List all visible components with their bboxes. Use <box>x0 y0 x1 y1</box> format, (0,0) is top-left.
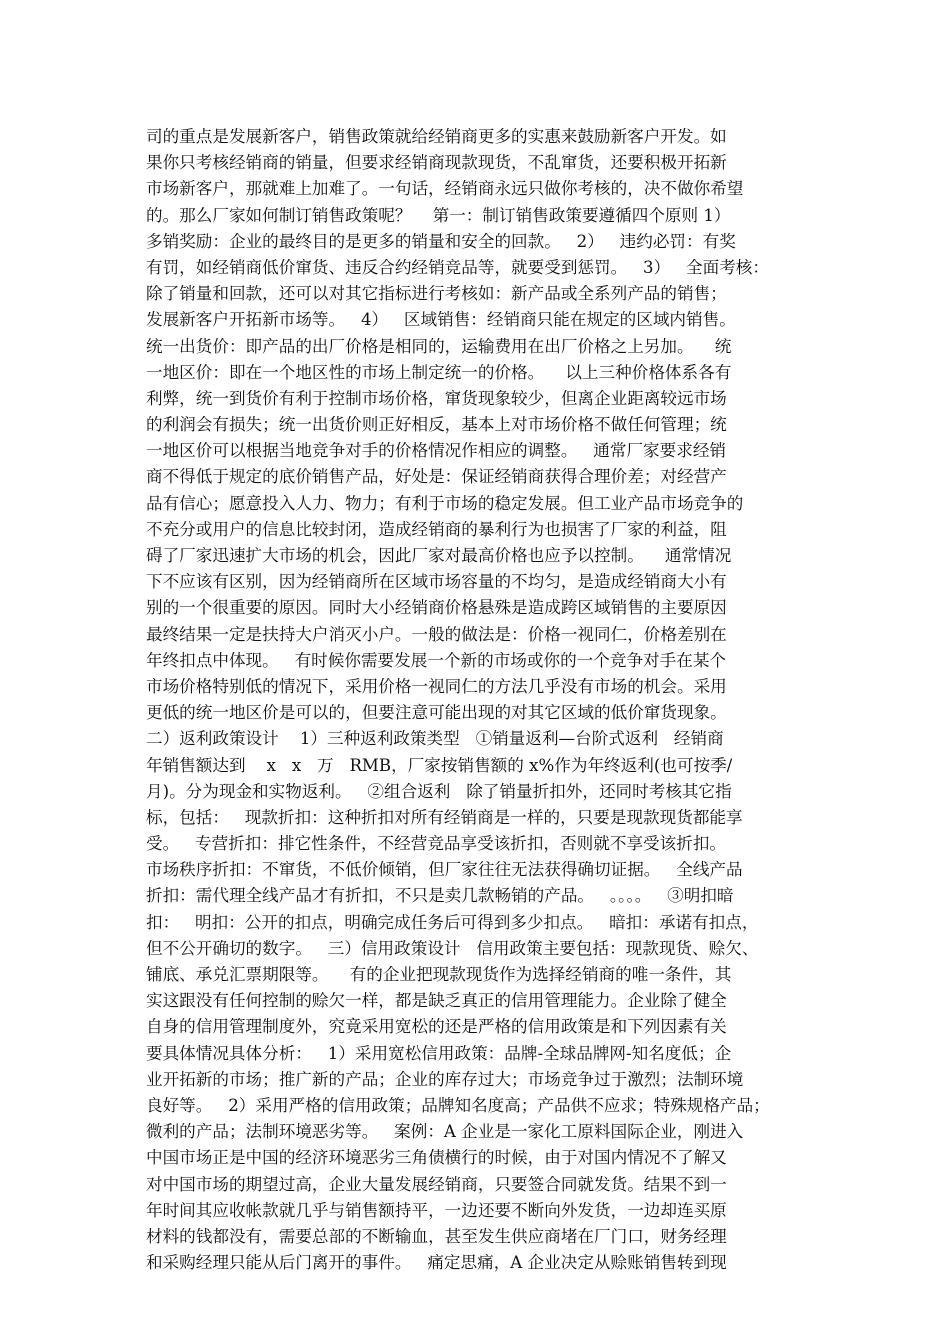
text-line: 月)。分为现金和实物返利。 ②组合返利 除了销量折扣外，还同时考核其它指 <box>146 781 732 801</box>
text-line: 除了销量和回款，还可以对其它指标进行考核如：新产品或全系列产品的销售； <box>146 284 727 304</box>
text-line: 更低的统一地区价是可以的，但要注意可能出现的对其它区域的低价窜货现象。 <box>146 703 727 723</box>
text-line: 市场新客户，那就难上加难了。一句话，经销商永远只做你考核的，决不做你希望 <box>146 179 744 199</box>
text-line: 实这跟没有任何控制的赊欠一样，都是缺乏真正的信用管理能力。企业除了健全 <box>146 991 727 1011</box>
text-line: 标，包括： 现款折扣：这种折扣对所有经销商是一样的，只要是现款现货都能享 <box>146 807 743 827</box>
text-line: 铺底、承兑汇票期限等。 有的企业把现款现货作为选择经销商的唯一条件，其 <box>146 965 732 984</box>
text-line: 一地区价可以根据当地竞争对手的价格情况作相应的调整。 通常厂家要求经销 <box>146 441 727 461</box>
text-line: 市场秩序折扣：不窜货，不低价倾销，但厂家往往无法获得确切证据。 全线产品 <box>146 860 743 880</box>
text-line: 年时间其应收帐款就几乎与销售额持平，一边还要不断向外发货，一边却连买原 <box>146 1200 727 1220</box>
text-line: 品有信心；愿意投入人力、物力；有利于市场的稳定发展。但工业产品市场竞争的 <box>146 493 744 513</box>
text-line: 司的重点是发展新客户，销售政策就给经销商更多的实惠来鼓励新客户开发。如 <box>146 127 727 146</box>
text-line: 的利润会有损失；统一出货价则正好相反，基本上对市场价格不做任何管理；统 <box>146 415 727 435</box>
text-line: 商不得低于规定的底价销售产品，好处是：保证经销商获得合理价差；对经营产 <box>146 467 727 487</box>
text-line: 别的一个很重要的原因。同时大小经销商价格悬殊是造成跨区域销售的主要原因 <box>146 598 727 618</box>
text-line: 统一出货价：即产品的出厂价格是相同的，运输费用在出厂价格之上另加。 统 <box>146 336 732 356</box>
text-line: 要具体情况具体分析： 1）采用宽松信用政策：品牌-全球品牌网-知名度低；企 <box>146 1043 732 1063</box>
text-line: 利弊，统一到货价有利于控制市场价格，窜货现象较少，但离企业距离较远市场 <box>146 388 727 408</box>
text-line: 多销奖励：企业的最终目的是更多的销量和安全的回款。 2） 违约必罚：有奖 <box>146 231 736 251</box>
text-line: 扣： 明扣：公开的扣点，明确完成任务后可得到多少扣点。 暗扣：承诺有扣点， <box>146 912 759 932</box>
text-line: 发展新客户开拓新市场等。 4） 区域销售：经销商只能在规定的区域内销售。 <box>146 310 736 330</box>
text-line: 良好等。 2）采用严格的信用政策；品牌知名度高；产品供不应求；特殊规格产品； <box>146 1095 770 1115</box>
text-line: 中国市场正是中国的经济环境恶劣三角债横行的时候，由于对国内情况不了解又 <box>146 1148 727 1168</box>
text-line: 下不应该有区别，因为经销商所在区域市场容量的不均匀，是造成经销商大小有 <box>146 572 727 592</box>
text-line: 微利的产品；法制环境恶劣等。 案例：A 企业是一家化工原料国际企业，刚进入 <box>146 1122 744 1142</box>
text-line: 自身的信用管理制度外，究竟采用宽松的还是严格的信用政策是和下列因素有关 <box>146 1017 727 1037</box>
text-line: 业开拓新的市场；推广新的产品；企业的库存过大；市场竞争过于激烈；法制环境 <box>146 1069 744 1089</box>
text-line: 材料的钱都没有，需要总部的不断输血，甚至发生供应商堵在厂门口，财务经理 <box>146 1226 727 1246</box>
text-line: 二）返利政策设计 1）三种返利政策类型 ①销量返利—台阶式返利 经销商 <box>146 729 724 749</box>
text-line: 和采购经理只能从后门离开的事件。 痛定思痛，A 企业决定从赊账销售转到现 <box>146 1253 727 1273</box>
text-line: 果你只考核经销商的销量，但要求经销商现款现货，不乱窜货，还要积极开拓新 <box>146 153 727 173</box>
text-line: 最终结果一定是扶持大户消灭小户。一般的做法是：价格一视同仁，价格差别在 <box>146 624 727 644</box>
text-line: 一地区价：即在一个地区性的市场上制定统一的价格。 以上三种价格体系各有 <box>146 362 732 382</box>
text-line: 碍了厂家迅速扩大市场的机会，因此厂家对最高价格也应予以控制。 通常情况 <box>146 546 732 565</box>
text-line: 对中国市场的期望过高，企业大量发展经销商，只要签合同就发货。结果不到一 <box>146 1174 727 1194</box>
text-line: 但不公开确切的数字。 三）信用政策设计 信用政策主要包括：现款现货、赊欠、 <box>146 938 759 958</box>
text-line: 有罚，如经销商低价窜货、违反合约经销竞品等，就要受到惩罚。 3） 全面考核： <box>146 257 769 277</box>
text-line: 年终扣点中体现。 有时候你需要发展一个新的市场或你的一个竞争对手在某个 <box>146 650 727 670</box>
text-line: 市场价格特别低的情况下，采用价格一视同仁的方法几乎没有市场的机会。采用 <box>146 676 727 696</box>
text-line: 折扣：需代理全线产品才有折扣，不只是卖几款畅销的产品。 。。。。 ③明扣暗 <box>146 886 734 906</box>
text-line: 的。那么厂家如何制订销售政策呢？ 第一：制订销售政策要遵循四个原则 1） <box>146 205 731 225</box>
text-line: 不充分或用户的信息比较封闭，造成经销商的暴利行为也损害了厂家的利益，阻 <box>146 519 727 539</box>
body-text <box>146 124 826 1276</box>
text-line: 受。 专营折扣：排它性条件，不经营竞品享受该折扣，否则就不享受该折扣。 <box>146 834 727 854</box>
text-line: 年销售额达到 x x 万 RMB，厂家按销售额的 x%作为年终返利(也可按季/ <box>146 755 733 775</box>
